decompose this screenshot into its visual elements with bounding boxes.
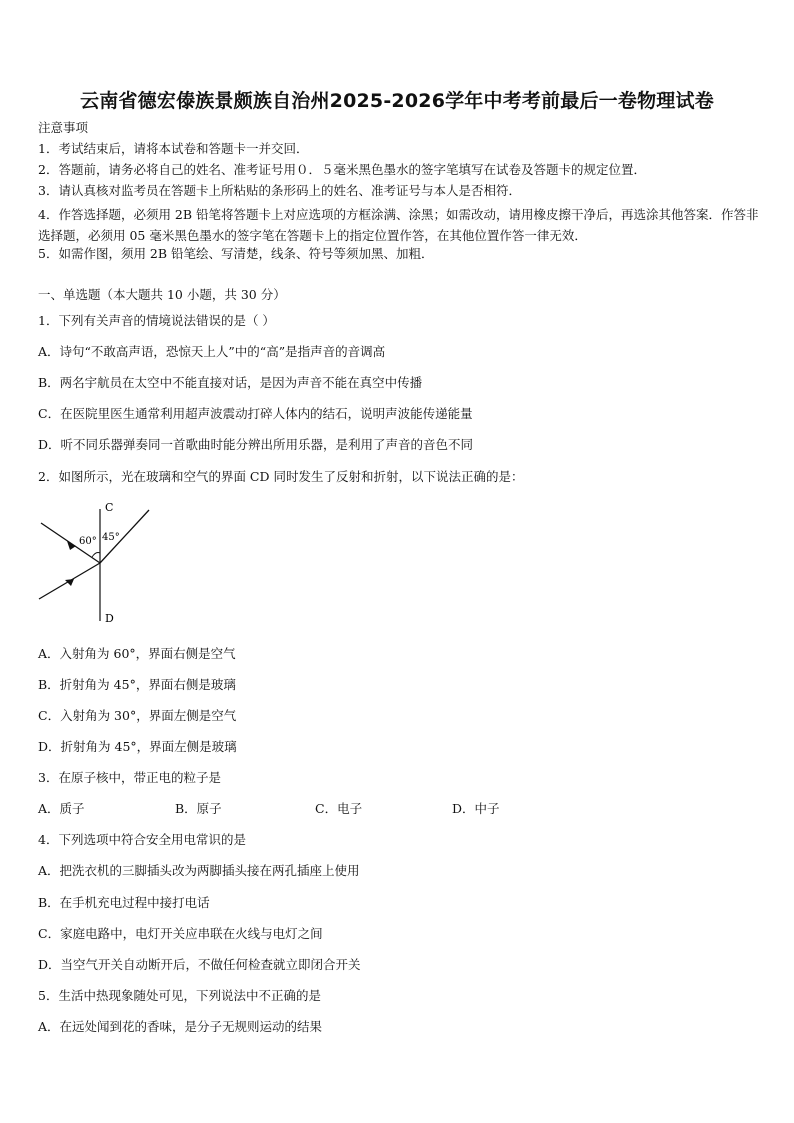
label-c: C — [105, 501, 114, 514]
q4-option-a: A．把洗衣机的三脚插头改为两脚插头接在两孔插座上使用 — [38, 863, 360, 878]
section-heading: 一、单选题（本大题共 10 小题，共 30 分） — [38, 287, 286, 302]
q5-option-a: A．在远处闻到花的香味，是分子无规则运动的结果 — [38, 1019, 323, 1034]
notice-item-3: 3．请认真核对监考员在答题卡上所粘贴的条形码上的姓名、准考证号与本人是否相符． — [38, 183, 521, 198]
q2-option-c: C．入射角为 30°，界面左侧是空气 — [38, 708, 237, 723]
q3-option-a: A．质子 — [38, 801, 85, 816]
q3-option-d: D．中子 — [452, 801, 500, 816]
notice-item-2: 2．答题前，请务必将自己的姓名、准考证号用０．５毫米黑色墨水的签字笔填写在试卷及答题卡的规定位置． — [38, 162, 646, 177]
q3-option-b: B．原子 — [175, 801, 222, 816]
q2-stem: 2．如图所示，光在玻璃和空气的界面 CD 同时发生了反射和折射，以下说法正确的是： — [38, 469, 524, 484]
notice-heading: 注意事项 — [38, 120, 89, 135]
q2-option-a: A．入射角为 60°，界面右侧是空气 — [38, 646, 236, 661]
reflected-arrow — [67, 541, 76, 550]
q1-option-a: A．诗句“不敢高声语，恐惊天上人”中的“高”是指声音的音调高 — [38, 344, 386, 359]
angle-45-label: 45° — [102, 532, 120, 543]
q3-options — [38, 801, 760, 817]
q4-option-d: D．当空气开关自动断开后，不做任何检查就立即闭合开关 — [38, 957, 361, 972]
q1-option-c: C．在医院里医生通常利用超声波震动打碎人体内的结石，说明声波能传递能量 — [38, 406, 473, 421]
q1-stem: 1．下列有关声音的情境说法错误的是（ ） — [38, 313, 275, 328]
q4-option-c: C．家庭电路中，电灯开关应串联在火线与电灯之间 — [38, 926, 323, 941]
q3-option-c: C．电子 — [315, 801, 363, 816]
page-title: 云南省德宏傣族景颇族自治州2025-2026学年中考考前最后一卷物理试卷 — [80, 90, 714, 112]
refraction-diagram — [30, 495, 170, 630]
q1-option-d: D．听不同乐器弹奏同一首歌曲时能分辨出所用乐器，是利用了声音的音色不同 — [38, 437, 474, 452]
q1-option-b: B．两名宇航员在太空中不能直接对话，是因为声音不能在真空中传播 — [38, 375, 423, 390]
q5-stem: 5．生活中热现象随处可见，下列说法中不正确的是 — [38, 988, 321, 1003]
q4-option-b: B．在手机充电过程中接打电话 — [38, 895, 210, 910]
q3-stem: 3．在原子核中，带正电的粒子是 — [38, 770, 221, 785]
notice-item-1: 1．考试结束后，请将本试卷和答题卡一并交回． — [38, 141, 309, 156]
angle-arc — [92, 553, 100, 558]
notice-item-4: 4．作答选择题，必须用 2B 铅笔将答题卡上对应选项的方框涂满、涂黑；如需改动，请用橡皮擦干净后，再选涂其他答案．作答非选择题，必须用 05 毫米黑色墨水的签字笔在答题卡上的指定位置作答，在其他位置作答一律无效． — [38, 207, 759, 243]
q4-stem: 4．下列选项中符合安全用电常识的是 — [38, 832, 246, 847]
notice-item-5: 5．如需作图，须用 2B 铅笔绘、写清楚，线条、符号等须加黑、加粗． — [38, 246, 434, 261]
label-d: D — [105, 612, 114, 625]
q2-option-d: D．折射角为 45°，界面左侧是玻璃 — [38, 739, 237, 754]
q2-option-b: B．折射角为 45°，界面右侧是玻璃 — [38, 677, 236, 692]
angle-60-label: 60° — [79, 536, 97, 547]
